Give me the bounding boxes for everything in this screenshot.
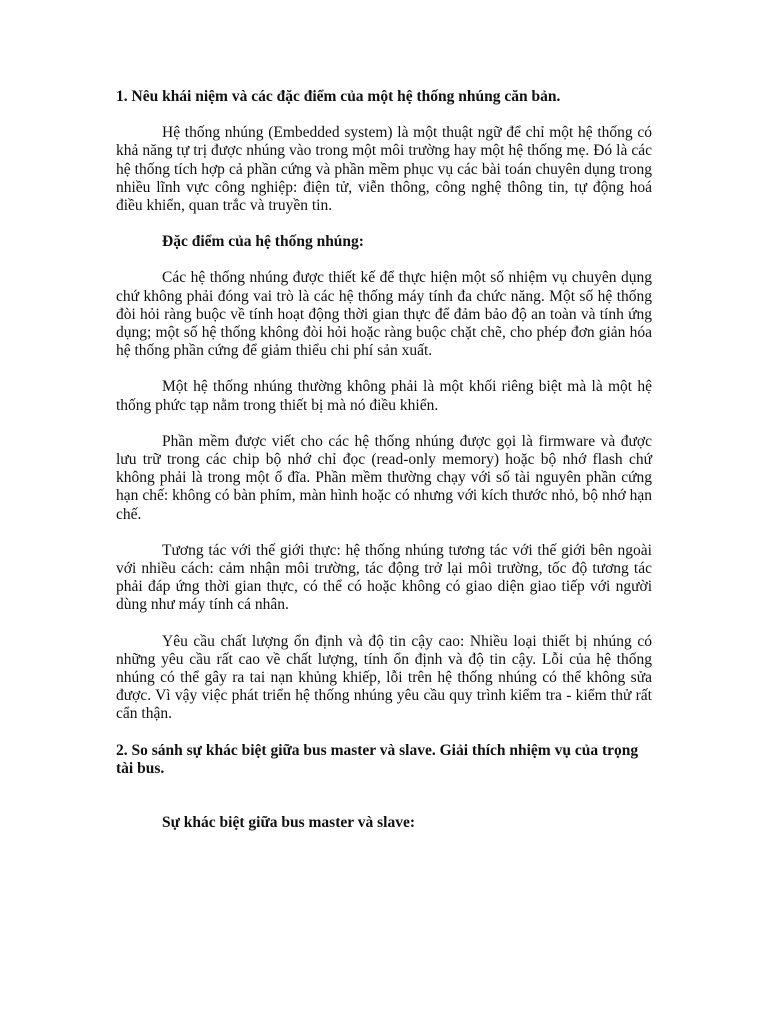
- paragraph-dedicated-tasks: Các hệ thống nhúng được thiết kế để thực hiện một số nhiệm vụ chuyên dụng chứ không phải đóng vai trò là các hệ thống máy tính đa chức năng. Một số hệ thống đòi hỏi ràng buộc về tính hoạt động thời gian thực để đảm bảo độ an toàn và tính ứng dụng; một số hệ thống không đòi hỏi hoặc ràng buộc chặt chẽ, cho phép đơn giản hóa hệ thống phần cứng để giảm thiểu chi phí sản xuất.: [116, 269, 652, 360]
- document-page: [116, 88, 652, 832]
- paragraph-firmware: Phần mềm được viết cho các hệ thống nhúng được gọi là firmware và được lưu trữ trong các chip bộ nhớ chỉ đọc (read-only memory) hoặc bộ nhớ flash chứ không phải là trong một ổ đĩa. Phần mềm thường chạy với số tài nguyên phần cứng hạn chế: không có bàn phím, màn hình hoặc có nhưng với kích thước nhỏ, bộ nhớ hạn chế.: [116, 432, 652, 523]
- features-heading: Đặc điểm của hệ thống nhúng:: [162, 233, 364, 251]
- paragraph-complex-system: Một hệ thống nhúng thường không phải là một khối riêng biệt mà là một hệ thống phức tạp nằm trong thiết bị mà nó điều khiển.: [116, 378, 652, 414]
- master-slave-difference-heading: Sự khác biệt giữa bus master và slave:: [162, 814, 415, 832]
- question-2-heading: 2. So sánh sự khác biệt giữa bus master và slave. Giải thích nhiệm vụ của trọng tài bus.: [116, 741, 639, 777]
- paragraph-real-world-interaction: Tương tác với thế giới thực: hệ thống nhúng tương tác với thế giới bên ngoài với nhiều cách: cảm nhận môi trường, tác động trở lại môi trường, tốc độ tương tác phải đáp ứng thời gian thực, có thể có hoặc không có giao diện giao tiếp với người dùng như máy tính cá nhân.: [116, 541, 652, 614]
- paragraph-reliability: Yêu cầu chất lượng ổn định và độ tin cậy cao: Nhiều loại thiết bị nhúng có những yêu cầu rất cao về chất lượng, tính ổn định và độ tin cậy. Lỗi của hệ thống nhúng có thể gây ra tai nạn khủng khiếp, lỗi trên hệ thống nhúng có thể không sửa được. Vì vậy việc phát triển hệ thống nhúng yêu cầu quy trình kiểm tra - kiểm thử rất cẩn thận.: [116, 632, 652, 723]
- paragraph-definition: Hệ thống nhúng (Embedded system) là một thuật ngữ để chỉ một hệ thống có khả năng tự trị được nhúng vào trong một môi trường hay một hệ thống mẹ. Đó là các hệ thống tích hợp cả phần cứng và phần mềm phục vụ các bài toán chuyên dụng trong nhiều lĩnh vực công nghiệp: điện tử, viễn thông, công nghệ thông tin, tự động hoá điều khiển, quan trắc và truyền tin.: [116, 124, 652, 215]
- question-1-heading: 1. Nêu khái niệm và các đặc điểm của một hệ thống nhúng căn bản.: [116, 88, 561, 105]
